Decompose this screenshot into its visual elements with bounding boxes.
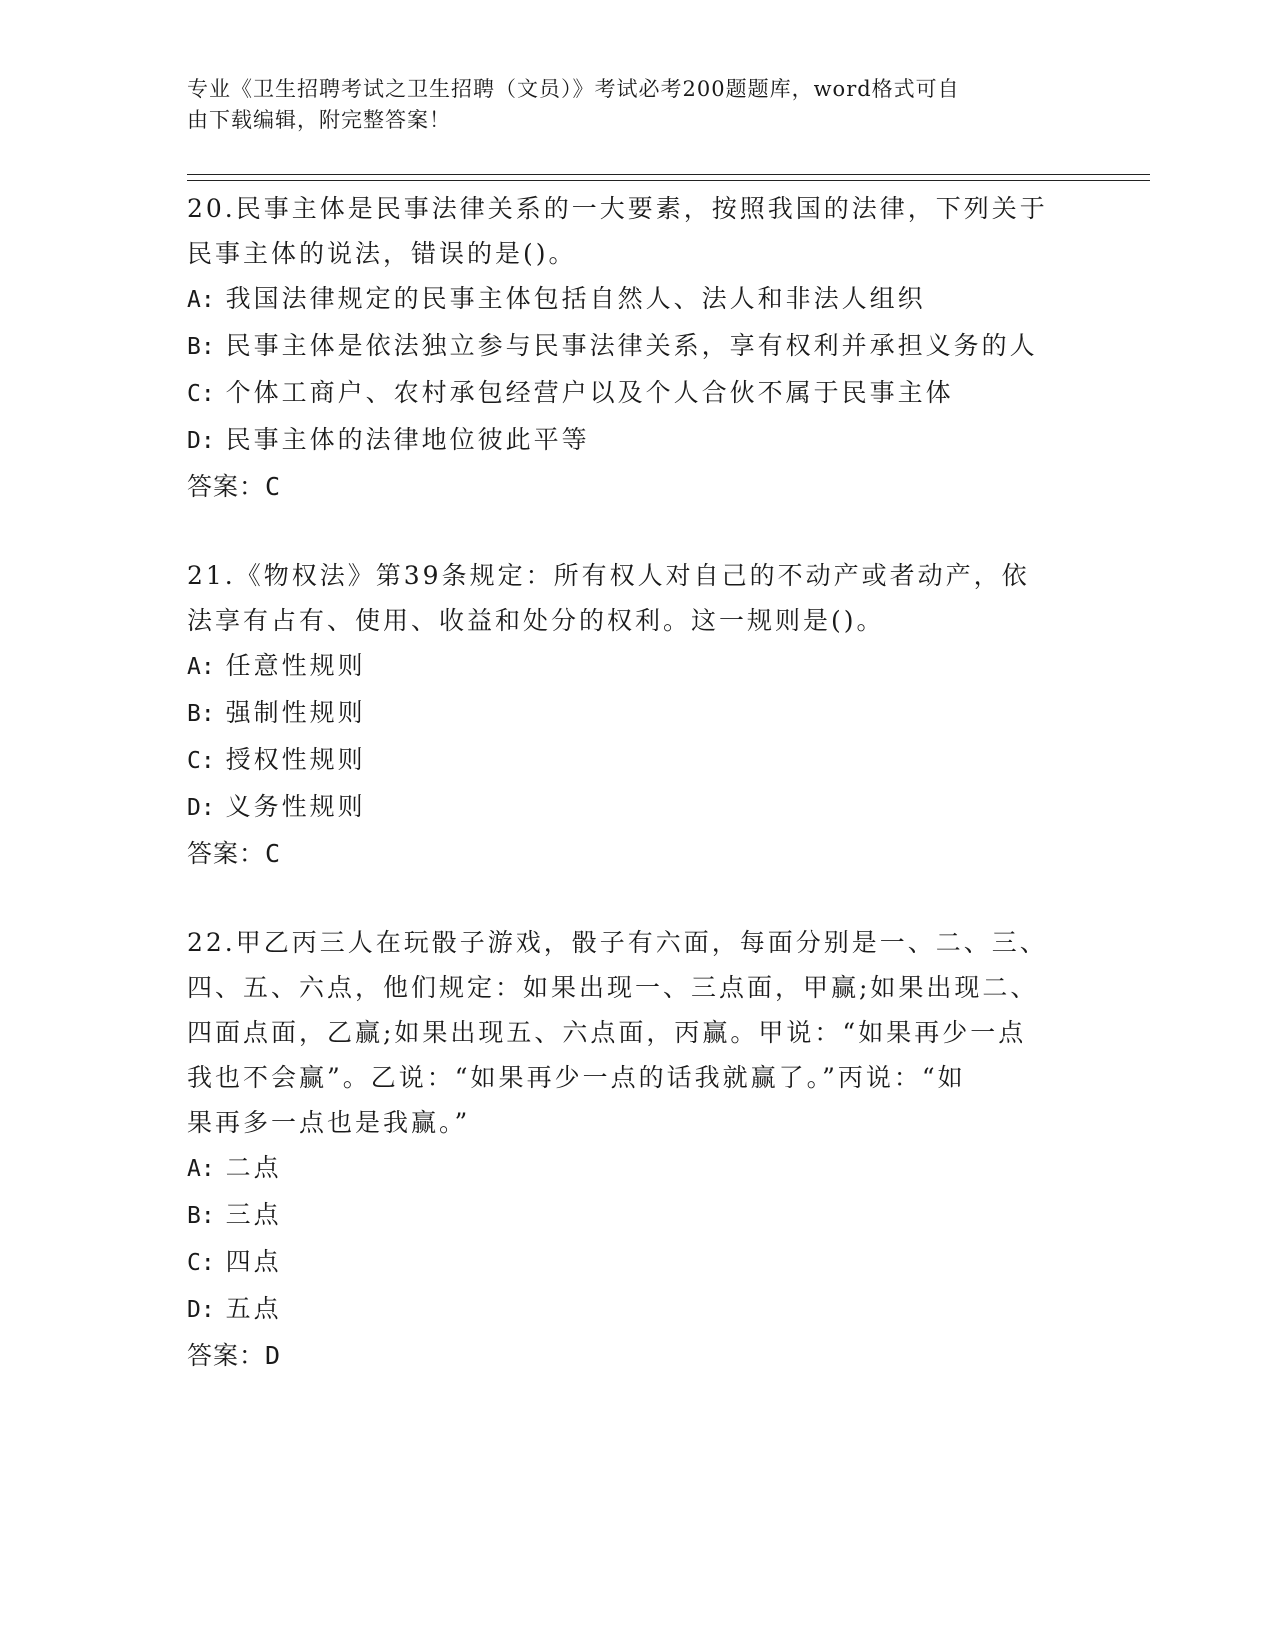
- option-a: [187, 643, 1087, 690]
- option-a: [187, 276, 1087, 323]
- question-stem-line: 21.《物权法》第39条规定：所有权人对自己的不动产或者动产，依: [187, 561, 1030, 590]
- question-list: [187, 186, 1087, 1422]
- option-d: [187, 1286, 1087, 1333]
- question-stem-line: 20.民事主体是民事法律关系的一大要素，按照我国的法律，下列关于: [187, 194, 1048, 223]
- question-stem-line: 法享有占有、使用、收益和处分的权利。这一规则是()。: [187, 606, 885, 635]
- answer-line: [187, 464, 1087, 509]
- option-key: C:: [187, 1250, 215, 1276]
- answer-label: 答案：: [187, 1341, 266, 1370]
- question-21: [187, 553, 1087, 876]
- header-line-2: 由下载编辑，附完整答案！: [187, 108, 451, 132]
- option-key: D:: [187, 795, 215, 821]
- answer-value: D: [265, 1341, 282, 1370]
- option-text: 义务性规则: [225, 792, 366, 821]
- option-text: 四点: [225, 1247, 282, 1276]
- option-text: 三点: [225, 1200, 282, 1229]
- question-20: [187, 186, 1087, 509]
- option-text: 强制性规则: [225, 698, 366, 727]
- document-header: [187, 74, 1067, 136]
- option-key: C:: [187, 381, 215, 407]
- option-text: 授权性规则: [225, 745, 366, 774]
- header-divider-bottom: [187, 180, 1150, 181]
- option-c: [187, 370, 1087, 417]
- option-a: [187, 1145, 1087, 1192]
- option-b: [187, 690, 1087, 737]
- option-key: B:: [187, 701, 215, 727]
- option-b: [187, 323, 1087, 370]
- option-text: 民事主体是依法独立参与民事法律关系，享有权利并承担义务的人: [225, 331, 1038, 360]
- option-text: 五点: [225, 1294, 282, 1323]
- option-d: [187, 417, 1087, 464]
- question-stem-line: 我也不会赢”。乙说：“如果再少一点的话我就赢了。”丙说：“如: [187, 1063, 966, 1092]
- question-stem-line: 果再多一点也是我赢。”: [187, 1108, 471, 1137]
- option-c: [187, 737, 1087, 784]
- option-key: B:: [187, 1203, 215, 1229]
- option-key: B:: [187, 334, 215, 360]
- question-stem-line: 22.甲乙丙三人在玩骰子游戏，骰子有六面，每面分别是一、二、三、: [187, 928, 1048, 957]
- option-key: A:: [187, 1156, 215, 1182]
- option-b: [187, 1192, 1087, 1239]
- option-text: 我国法律规定的民事主体包括自然人、法人和非法人组织: [225, 284, 926, 313]
- option-key: C:: [187, 748, 215, 774]
- answer-value: C: [265, 472, 282, 501]
- question-stem-line: 四面点面，乙赢;如果出现五、六点面，丙赢。甲说：“如果再少一点: [187, 1018, 1027, 1047]
- answer-line: [187, 1333, 1087, 1378]
- answer-line: [187, 831, 1087, 876]
- option-c: [187, 1239, 1087, 1286]
- question-22: [187, 920, 1087, 1378]
- header-line-1: 专业《卫生招聘考试之卫生招聘（文员）》考试必考200题题库，word格式可自: [187, 77, 960, 101]
- question-stem-line: 民事主体的说法，错误的是()。: [187, 239, 577, 268]
- option-text: 二点: [225, 1153, 282, 1182]
- option-key: A:: [187, 287, 215, 313]
- answer-value: C: [265, 839, 282, 868]
- question-stem-line: 四、五、六点，他们规定：如果出现一、三点面，甲赢;如果出现二、: [187, 973, 1039, 1002]
- header-divider-top: [187, 174, 1150, 175]
- answer-label: 答案：: [187, 472, 266, 501]
- option-key: D:: [187, 428, 215, 454]
- option-key: A:: [187, 654, 215, 680]
- option-d: [187, 784, 1087, 831]
- option-text: 任意性规则: [225, 651, 366, 680]
- option-key: D:: [187, 1297, 215, 1323]
- option-text: 个体工商户、农村承包经营户以及个人合伙不属于民事主体: [225, 378, 954, 407]
- answer-label: 答案：: [187, 839, 266, 868]
- option-text: 民事主体的法律地位彼此平等: [225, 425, 590, 454]
